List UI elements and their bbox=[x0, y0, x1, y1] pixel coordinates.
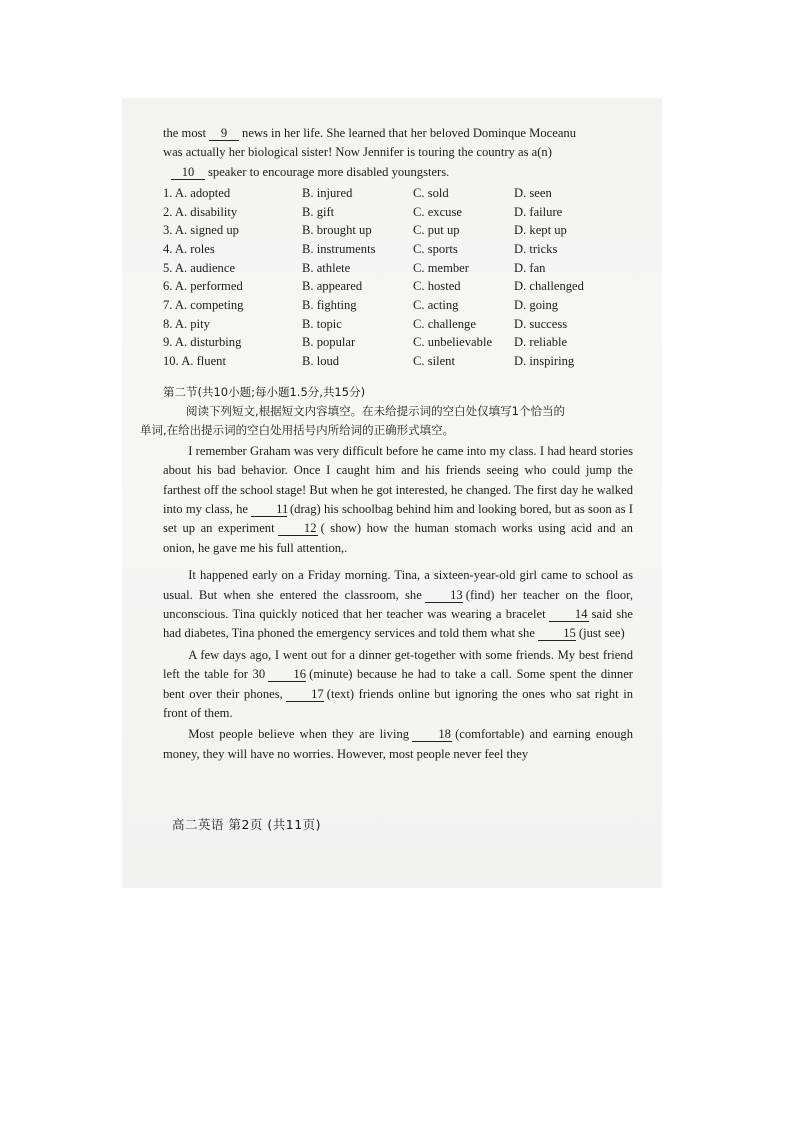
blank-10: 10 bbox=[171, 165, 205, 180]
blank-9: 9 bbox=[209, 126, 239, 141]
blank-16: 16 bbox=[268, 667, 306, 682]
text: the most bbox=[163, 126, 207, 140]
blank-11: 11 bbox=[251, 502, 287, 517]
intro-line-2: was actually her biological sister! Now Jennifer is touring the country as a(n) bbox=[163, 145, 552, 160]
blank-18: 18 bbox=[412, 727, 452, 742]
passage-1: I remember Graham was very difficult before he came into my class. I had heard stories about his bad behavior. Once I caught him and his friends seeing who could jump the farthest off the school stage! But when he got interested, he changed. The first day he walked into my class, he 11 (drag) his schoolbag behind him and looking bored, but as soon as I set up an experiment 12 ( show) how the human stomach works using acid and an onion, he gave me his full attention,. bbox=[163, 443, 633, 555]
section-title: 第二节(共10小题;每小题1.5分,共15分) bbox=[163, 384, 366, 399]
options-table bbox=[163, 184, 633, 371]
option-row-5: 5. A. audience B. athlete C. member D. fan bbox=[163, 260, 546, 275]
intro-line-3 bbox=[163, 163, 633, 182]
blank-13: 13 bbox=[425, 588, 463, 603]
page-footer: 高二英语 第2页 (共11页) bbox=[172, 817, 322, 832]
blank-17: 17 bbox=[286, 687, 324, 702]
option-row-1: 1. A. adopted B. injured C. sold D. seen bbox=[163, 185, 552, 200]
option-row-6: 6. A. performed B. appeared C. hosted D. challenged bbox=[163, 279, 584, 294]
option-row-2: 2. A. disability B. gift C. excuse D. failure bbox=[163, 204, 563, 219]
section-instructions: 阅读下列短文,根据短文内容填空。在未给提示词的空白处仅填写1个恰当的 单词,在给出提示词的空白处用括号内所给词的正确形式填空。 bbox=[140, 403, 565, 437]
text: speaker to encourage more disabled youngsters. bbox=[208, 164, 450, 179]
blank-15: 15 bbox=[538, 626, 576, 641]
intro-line-1 bbox=[163, 124, 633, 143]
option-row-3: 3. A. signed up B. brought up C. put up D. kept up bbox=[163, 223, 567, 238]
blank-12: 12 bbox=[278, 521, 318, 536]
option-row-8: 8. A. pity B. topic C. challenge D. success bbox=[163, 316, 568, 331]
passage-4: Most people believe when they are living 18 (comfortable) and earning enough money, they will have no worries. However, most people never feel they bbox=[163, 727, 633, 761]
passage-3: A few days ago, I went out for a dinner get-together with some friends. My best friend left the table for 30 16 (minute) because he had to take a call. Some spent the dinner bent over their phones, 17 (text) friends online but ignoring the ones who sat right in front of them. bbox=[163, 647, 633, 721]
passage-2: It happened early on a Friday morning. Tina, a sixteen-year-old girl came to school as usual. But when she entered the classroom, she 13 (find) her teacher on the floor, unconscious. Tina quickly noticed that her teacher was wearing a bracelet 14 said she had diabetes, Tina phoned the emergency services and told them what she 15 (just see) bbox=[163, 568, 634, 641]
document-body bbox=[140, 124, 634, 764]
option-row-9: 9. A. disturbing B. popular C. unbelievable D. reliable bbox=[163, 335, 568, 350]
option-row-7: 7. A. competing B. fighting C. acting D. going bbox=[163, 298, 559, 313]
option-row-10: 10. A. fluent B. loud C. silent D. inspiring bbox=[163, 354, 575, 369]
blank-14: 14 bbox=[549, 607, 589, 622]
text: news in her life. She learned that her beloved Dominque Moceanu bbox=[242, 126, 577, 140]
option-row-4: 4. A. roles B. instruments C. sports D. tricks bbox=[163, 241, 558, 256]
